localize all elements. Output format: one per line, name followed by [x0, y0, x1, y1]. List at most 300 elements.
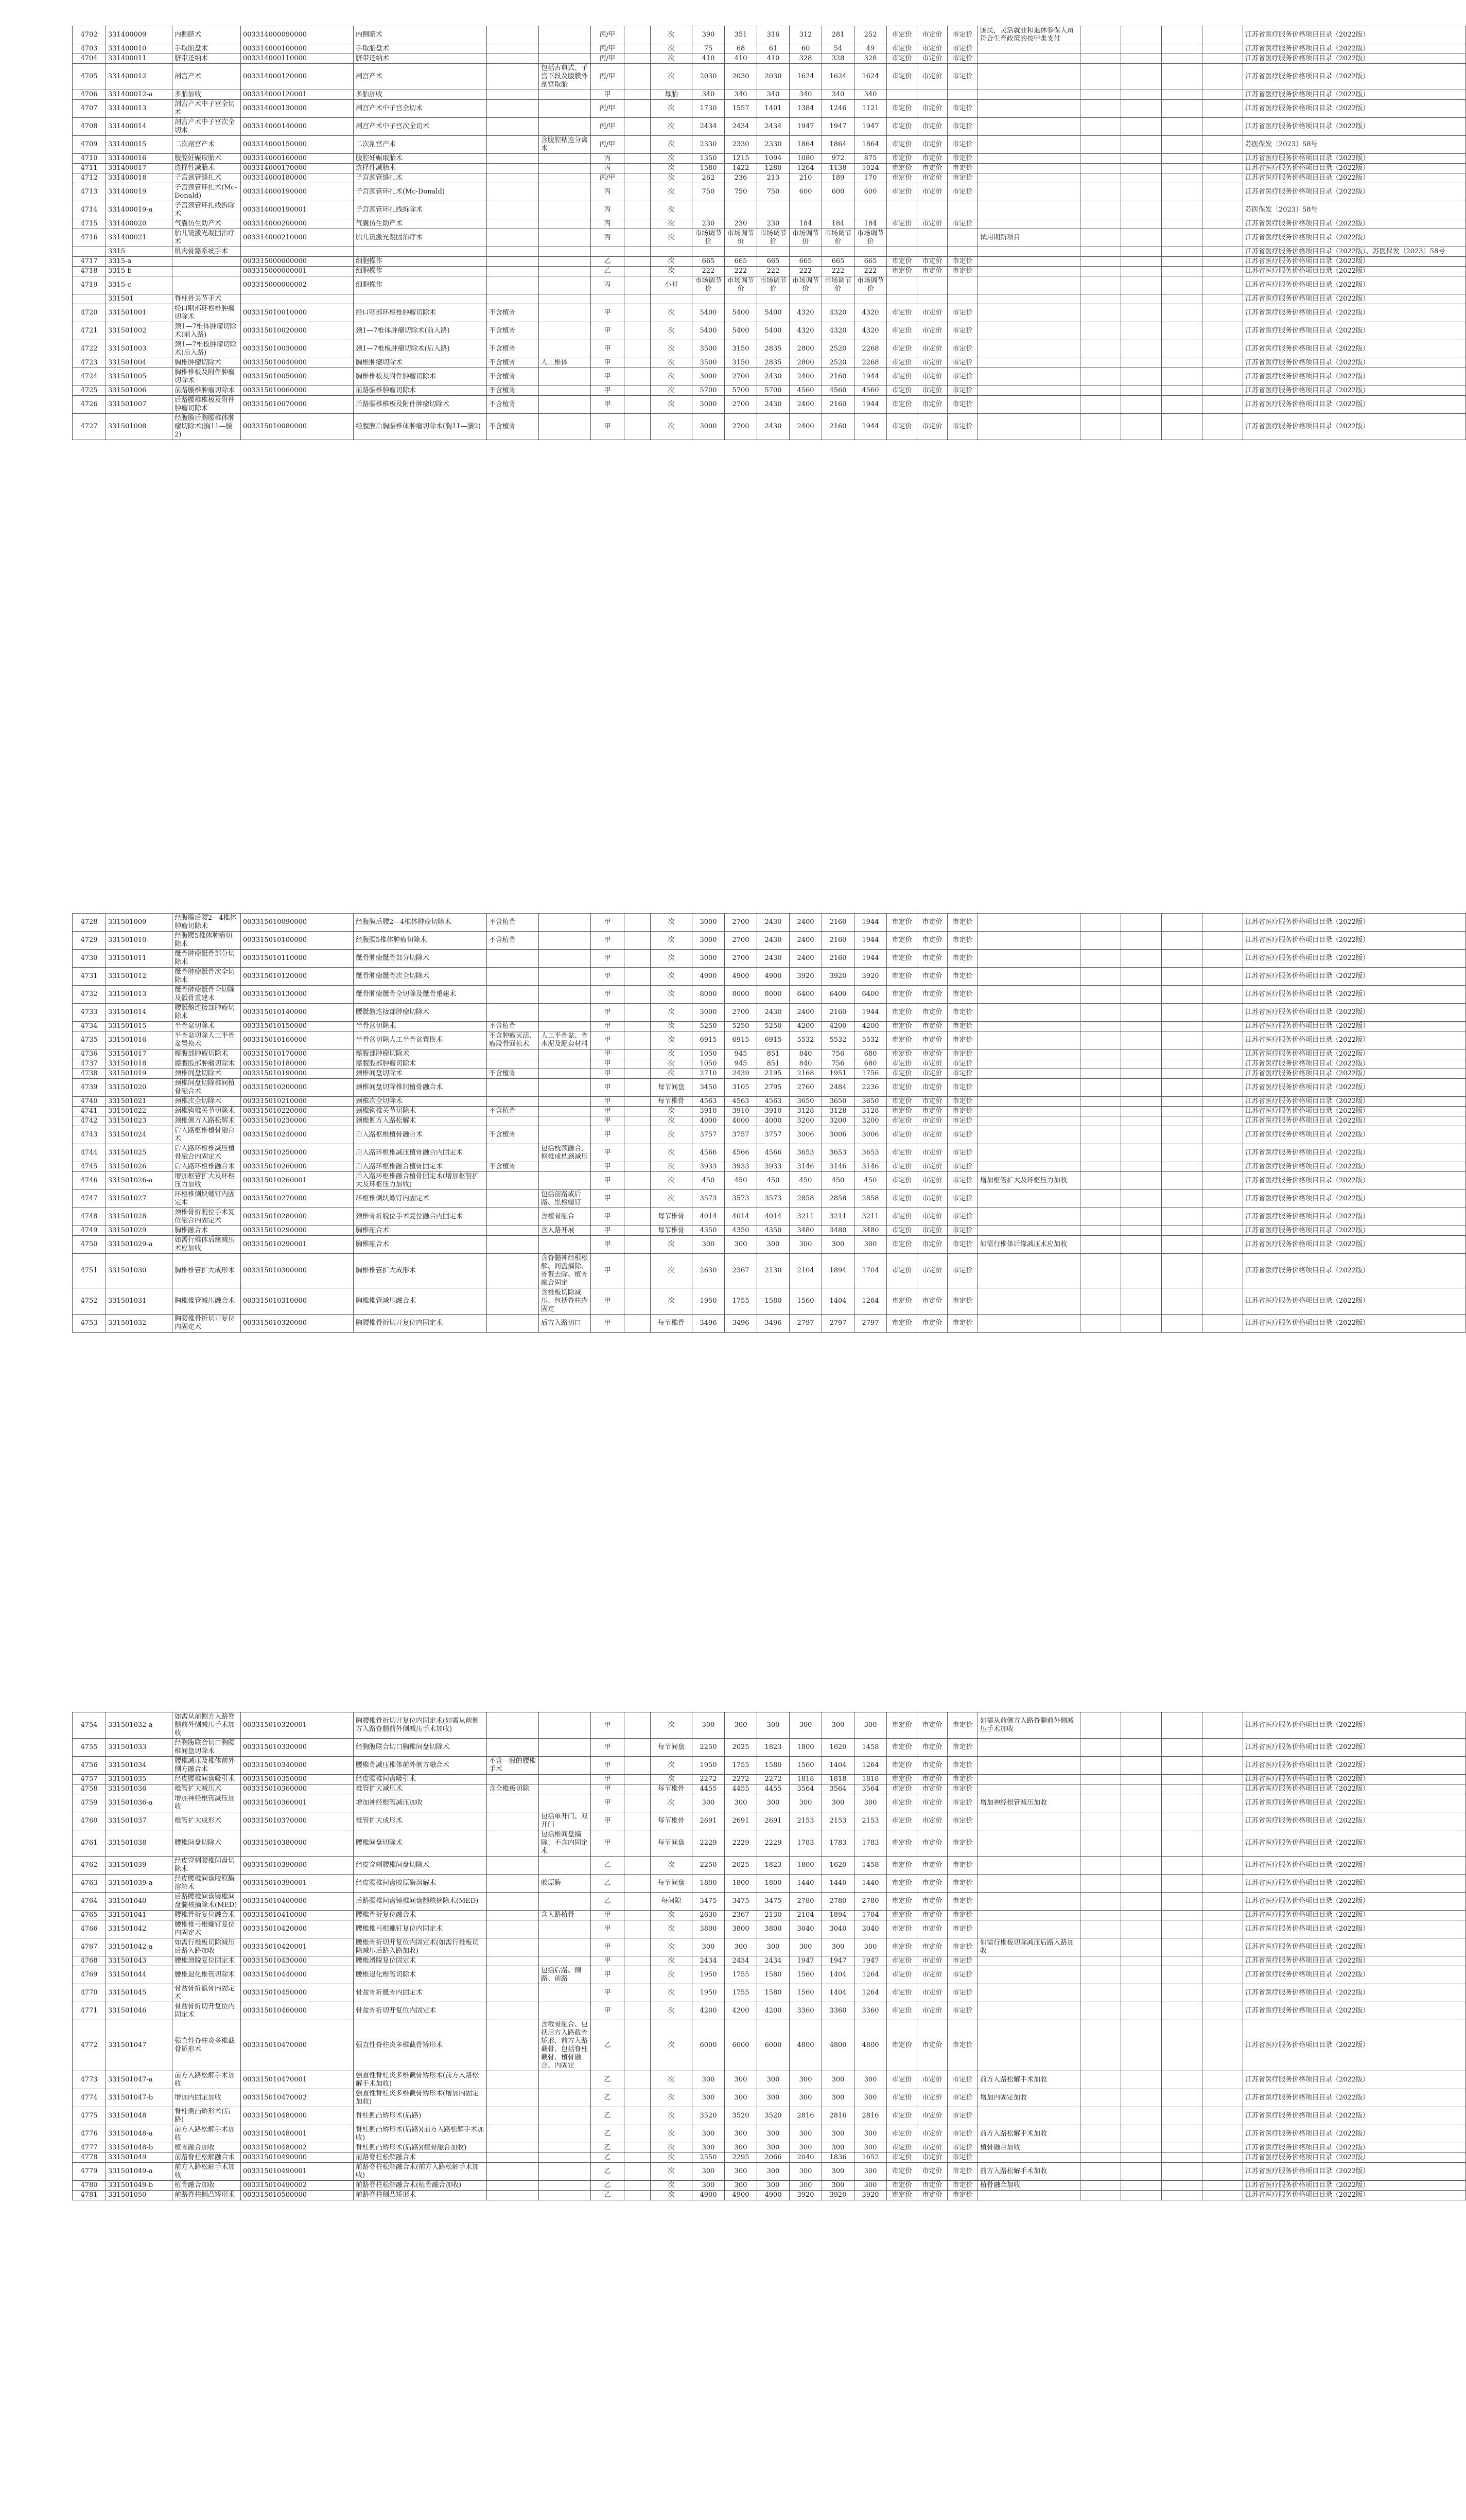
pricing-level-2-cell — [917, 90, 948, 100]
pricing-level-2-cell: 市定价 — [917, 2020, 948, 2071]
pay-ratio-cell — [624, 1757, 651, 1775]
excluded-items-cell — [487, 1049, 539, 1059]
pricing-level-1-cell: 市定价 — [887, 257, 917, 267]
table-row — [73, 340, 1466, 358]
item-name-cell: 胸腰椎骨折切开复位内固定术 — [172, 1315, 241, 1333]
note-2-cell — [1121, 1775, 1162, 1784]
row-number-cell: 4738 — [73, 1069, 106, 1079]
source-document-cell: 江苏省医疗服务价格项目目录（2022版） — [1243, 2002, 1466, 2020]
price-tier-5-cell: 1894 — [822, 1254, 854, 1288]
row-number-cell: 4764 — [73, 1893, 106, 1911]
pricing-level-1-cell: 市定价 — [887, 932, 917, 950]
national-code-cell: 003315010310000 — [241, 1288, 354, 1315]
source-document-cell: 江苏省医疗服务价格项目目录（2022版） — [1243, 1172, 1466, 1190]
pricing-level-3-cell: 市定价 — [948, 1004, 978, 1022]
note-4-cell — [1202, 294, 1243, 304]
source-document-cell: 江苏省医疗服务价格项目目录（2022版） — [1243, 1126, 1466, 1144]
price-tier-1-cell: 2550 — [692, 2153, 725, 2163]
price-tier-6-cell: 1944 — [854, 950, 887, 968]
table-row — [73, 1190, 1466, 1208]
pay-ratio-cell — [624, 1775, 651, 1784]
excluded-items-cell — [487, 64, 539, 90]
note-2-cell — [1121, 136, 1162, 154]
price-tier-1-cell — [692, 294, 725, 304]
item-name-cell: 腰椎间盘切除术 — [172, 1830, 241, 1857]
row-number-cell: 4715 — [73, 219, 106, 229]
price-tier-5-cell: 300 — [822, 1794, 854, 1812]
remarks-cell — [978, 247, 1080, 257]
item-name-cell: 二次剖宫产术 — [172, 136, 241, 154]
included-items-cell — [539, 1938, 591, 1956]
source-document-cell: 江苏省医疗服务价格项目目录（2022版） — [1243, 276, 1466, 294]
pricing-level-1-cell: 市定价 — [887, 304, 917, 322]
note-2-cell — [1121, 1739, 1162, 1757]
price-tier-4-cell: 2168 — [790, 1069, 822, 1079]
category-cell: 甲 — [591, 1004, 624, 1022]
pricing-level-3-cell — [948, 201, 978, 219]
national-name-cell: 强直性脊柱炎多椎截骨矫形术 — [354, 2020, 487, 2071]
item-code-cell: 331501006 — [106, 386, 172, 396]
included-items-cell: 胶原酶 — [539, 1875, 591, 1893]
national-code-cell: 003315010150000 — [241, 1022, 354, 1031]
price-tier-6-cell: 1652 — [854, 2153, 887, 2163]
price-tier-2-cell: 2030 — [725, 64, 757, 90]
note-4-cell — [1202, 2020, 1243, 2071]
price-tier-5-cell: 300 — [822, 2163, 854, 2181]
note-1-cell — [1080, 2153, 1121, 2163]
source-document-cell: 江苏省医疗服务价格项目目录（2022版） — [1243, 1236, 1466, 1254]
pay-ratio-cell — [624, 1226, 651, 1236]
national-name-cell: 子宫颈管环扎术(Mc-Donald) — [354, 183, 487, 201]
item-code-cell: 331400013 — [106, 100, 172, 118]
note-1-cell — [1080, 219, 1121, 229]
item-name-cell: 剖宫产术中子宫全切术 — [172, 100, 241, 118]
note-4-cell — [1202, 267, 1243, 276]
note-2-cell — [1121, 1126, 1162, 1144]
price-tier-3-cell: 3520 — [757, 2107, 790, 2125]
excluded-items-cell: 不含肿瘤灭活、瘤段骨回植术 — [487, 1031, 539, 1049]
unit-cell: 次 — [651, 1984, 692, 2002]
note-2-cell — [1121, 1966, 1162, 1984]
note-2-cell — [1121, 201, 1162, 219]
price-tier-5-cell: 3040 — [822, 1920, 854, 1938]
price-tier-3-cell: 2430 — [757, 414, 790, 440]
national-code-cell: 003315010300000 — [241, 1254, 354, 1288]
price-tier-1-cell: 390 — [692, 26, 725, 44]
note-4-cell — [1202, 1069, 1243, 1079]
pay-ratio-cell — [624, 1116, 651, 1126]
remarks-cell — [978, 986, 1080, 1004]
note-4-cell — [1202, 986, 1243, 1004]
price-tier-2-cell: 4350 — [725, 1226, 757, 1236]
row-number-cell: 4729 — [73, 932, 106, 950]
excluded-items-cell — [487, 2071, 539, 2089]
table-row — [73, 414, 1466, 440]
pricing-level-3-cell: 市定价 — [948, 1079, 978, 1097]
note-3-cell — [1162, 368, 1202, 386]
table-section-3 — [72, 1712, 1370, 2200]
pricing-level-1-cell: 市定价 — [887, 1049, 917, 1059]
national-code-cell: 003315010120000 — [241, 968, 354, 986]
note-3-cell — [1162, 1984, 1202, 2002]
national-code-cell: 003315010360000 — [241, 1784, 354, 1794]
price-tier-4-cell: 2760 — [790, 1079, 822, 1097]
price-tier-1-cell: 3000 — [692, 950, 725, 968]
pricing-level-1-cell: 市定价 — [887, 1784, 917, 1794]
table-row — [73, 1784, 1466, 1794]
price-tier-5-cell: 2816 — [822, 2107, 854, 2125]
pricing-level-1-cell: 市定价 — [887, 1031, 917, 1049]
price-tier-3-cell: 2130 — [757, 1254, 790, 1288]
price-tier-3-cell: 2835 — [757, 358, 790, 368]
price-tier-5-cell: 3920 — [822, 968, 854, 986]
table-row — [73, 183, 1466, 201]
excluded-items-cell — [487, 294, 539, 304]
price-tier-4-cell: 300 — [790, 2089, 822, 2107]
price-tier-6-cell: 2797 — [854, 1315, 887, 1333]
price-tier-3-cell: 2835 — [757, 340, 790, 358]
national-name-cell: 腰椎骨折切开复位内固定术(如需行椎板切除减压后路入路加收) — [354, 1938, 487, 1956]
table-row — [73, 1059, 1466, 1069]
note-1-cell — [1080, 1712, 1121, 1739]
item-name-cell: 椎管扩大减压术 — [172, 1784, 241, 1794]
note-2-cell — [1121, 100, 1162, 118]
note-2-cell — [1121, 1031, 1162, 1049]
row-number-cell: 4741 — [73, 1107, 106, 1116]
source-document-cell: 江苏省医疗服务价格项目目录（2022版） — [1243, 2163, 1466, 2181]
unit-cell: 每节椎骨 — [651, 1315, 692, 1333]
note-1-cell — [1080, 1911, 1121, 1920]
note-3-cell — [1162, 1794, 1202, 1812]
table-row — [73, 1830, 1466, 1857]
note-4-cell — [1202, 358, 1243, 368]
price-tier-3-cell: 1800 — [757, 1875, 790, 1893]
note-2-cell — [1121, 247, 1162, 257]
table-row — [73, 26, 1466, 44]
source-document-cell: 江苏省医疗服务价格项目目录（2022版） — [1243, 1857, 1466, 1875]
pricing-level-2-cell: 市定价 — [917, 2143, 948, 2153]
price-tier-2-cell: 410 — [725, 54, 757, 64]
price-tier-4-cell: 3653 — [790, 1144, 822, 1162]
remarks-cell — [978, 257, 1080, 267]
price-tier-6-cell: 300 — [854, 2181, 887, 2191]
table-row — [73, 2107, 1466, 2125]
pay-ratio-cell — [624, 986, 651, 1004]
price-tier-3-cell: 300 — [757, 2143, 790, 2153]
price-tier-3-cell: 300 — [757, 2071, 790, 2089]
note-3-cell — [1162, 1254, 1202, 1288]
remarks-cell — [978, 1920, 1080, 1938]
excluded-items-cell — [487, 1712, 539, 1739]
price-tier-1-cell: 2030 — [692, 64, 725, 90]
pricing-level-1-cell: 市定价 — [887, 1830, 917, 1857]
note-1-cell — [1080, 1875, 1121, 1893]
pricing-level-1-cell — [887, 90, 917, 100]
pricing-level-3-cell: 市定价 — [948, 950, 978, 968]
price-tier-3-cell: 300 — [757, 2163, 790, 2181]
national-name-cell: 椎管扩大减压术 — [354, 1784, 487, 1794]
national-name-cell: 胸椎椎板及附件肿瘤切除术 — [354, 368, 487, 386]
price-tier-5-cell: 300 — [822, 2181, 854, 2191]
excluded-items-cell — [487, 44, 539, 54]
source-document-cell: 江苏省医疗服务价格项目目录（2022版） — [1243, 1875, 1466, 1893]
item-name-cell: 骶骨肿瘤骶骨次全切除术 — [172, 968, 241, 986]
remarks-cell — [978, 173, 1080, 183]
excluded-items-cell — [487, 2181, 539, 2191]
pricing-level-3-cell: 市定价 — [948, 322, 978, 340]
national-name-cell: 手取胎盘术 — [354, 44, 487, 54]
pricing-level-1-cell: 市定价 — [887, 2002, 917, 2020]
remarks-cell — [978, 154, 1080, 164]
national-name-cell — [354, 247, 487, 257]
note-2-cell — [1121, 914, 1162, 932]
price-tier-6-cell: 3006 — [854, 1126, 887, 1144]
unit-cell: 次 — [651, 358, 692, 368]
row-number-cell: 4765 — [73, 1911, 106, 1920]
row-number-cell: 4749 — [73, 1226, 106, 1236]
price-tier-1-cell: 1580 — [692, 164, 725, 173]
table-row — [73, 304, 1466, 322]
note-1-cell — [1080, 1784, 1121, 1794]
table-row — [73, 1049, 1466, 1059]
unit-cell: 次 — [651, 2181, 692, 2191]
note-4-cell — [1202, 1226, 1243, 1236]
price-tier-2-cell: 1755 — [725, 1288, 757, 1315]
unit-cell: 次 — [651, 1794, 692, 1812]
price-tier-4-cell: 3480 — [790, 1226, 822, 1236]
table-row — [73, 276, 1466, 294]
pricing-level-2-cell: 市定价 — [917, 1938, 948, 1956]
item-code-cell: 331501048-a — [106, 2125, 172, 2143]
included-items-cell: 包括椎间盘摘除、不含内固定术 — [539, 1830, 591, 1857]
price-tier-1-cell: 300 — [692, 2163, 725, 2181]
table-row — [73, 2089, 1466, 2107]
row-number-cell: 4759 — [73, 1794, 106, 1812]
note-4-cell — [1202, 2125, 1243, 2143]
pricing-level-3-cell: 市定价 — [948, 173, 978, 183]
price-tier-5-cell: 2160 — [822, 396, 854, 414]
note-1-cell — [1080, 1893, 1121, 1911]
source-document-cell: 江苏省医疗服务价格项目目录（2022版） — [1243, 1784, 1466, 1794]
price-tier-3-cell: 3496 — [757, 1315, 790, 1333]
item-code-cell: 331501036 — [106, 1784, 172, 1794]
item-code-cell: 331501019 — [106, 1069, 172, 1079]
price-tier-4-cell: 312 — [790, 26, 822, 44]
pay-ratio-cell — [624, 1938, 651, 1956]
price-tier-6-cell: 1458 — [854, 1739, 887, 1757]
note-1-cell — [1080, 1126, 1121, 1144]
remarks-cell: 如需从前侧方入路脊髓前外侧减压手术加收 — [978, 1712, 1080, 1739]
excluded-items-cell: 不含一般的腰椎手术 — [487, 1757, 539, 1775]
unit-cell: 每胎 — [651, 90, 692, 100]
item-name-cell: 后路腰椎椎板及附件肿瘤切除术 — [172, 396, 241, 414]
note-2-cell — [1121, 2191, 1162, 2200]
excluded-items-cell — [487, 1116, 539, 1126]
national-name-cell: 子宫颈管缝扎术 — [354, 173, 487, 183]
note-3-cell — [1162, 1739, 1202, 1757]
note-4-cell — [1202, 932, 1243, 950]
item-code-cell: 331501049-b — [106, 2181, 172, 2191]
price-tier-6-cell: 3200 — [854, 1116, 887, 1126]
item-name-cell: 子宫颈管环扎术(Mc-Donald) — [172, 183, 241, 201]
item-name-cell: 经皮腰椎间盘吸引术 — [172, 1775, 241, 1784]
item-name-cell: 颈椎骨折脱位手术复位融合内固定术 — [172, 1208, 241, 1226]
table-row — [73, 44, 1466, 54]
item-code-cell: 331501009 — [106, 914, 172, 932]
row-number-cell: 4746 — [73, 1172, 106, 1190]
note-2-cell — [1121, 1079, 1162, 1097]
note-2-cell — [1121, 932, 1162, 950]
table-row — [73, 201, 1466, 219]
note-4-cell — [1202, 414, 1243, 440]
note-4-cell — [1202, 164, 1243, 173]
item-name-cell: 胸椎肿瘤切除术 — [172, 358, 241, 368]
price-tier-4-cell: 3564 — [790, 1784, 822, 1794]
category-cell: 甲 — [591, 1107, 624, 1116]
national-code-cell: 003315010270000 — [241, 1190, 354, 1208]
note-2-cell — [1121, 118, 1162, 136]
note-3-cell — [1162, 1956, 1202, 1966]
price-tier-6-cell: 4200 — [854, 1022, 887, 1031]
national-code-cell: 003315010350000 — [241, 1775, 354, 1784]
unit-cell — [651, 247, 692, 257]
source-document-cell: 江苏省医疗服务价格项目目录（2022版） — [1243, 1226, 1466, 1236]
pricing-level-3-cell: 市定价 — [948, 414, 978, 440]
pricing-level-2-cell: 市定价 — [917, 968, 948, 986]
note-2-cell — [1121, 340, 1162, 358]
category-cell: 甲 — [591, 340, 624, 358]
note-4-cell — [1202, 64, 1243, 90]
category-cell: 乙 — [591, 1875, 624, 1893]
price-tier-2-cell — [725, 294, 757, 304]
price-tier-1-cell: 1950 — [692, 1984, 725, 2002]
item-code-cell: 331501015 — [106, 1022, 172, 1031]
pricing-level-1-cell: 市定价 — [887, 1254, 917, 1288]
row-number-cell: 4763 — [73, 1875, 106, 1893]
national-name-cell: 胸腰椎骨折切开复位内固定术(如需从前侧方入路脊髓前外侧减压手术加收) — [354, 1712, 487, 1739]
price-tier-5-cell: 1246 — [822, 100, 854, 118]
national-code-cell: 003315010250000 — [241, 1144, 354, 1162]
pay-ratio-cell — [624, 1288, 651, 1315]
national-name-cell: 腰骶髂连接部肿瘤切除术 — [354, 1004, 487, 1022]
included-items-cell — [539, 2143, 591, 2153]
category-cell: 乙 — [591, 2071, 624, 2089]
remarks-cell — [978, 1208, 1080, 1226]
pricing-level-2-cell: 市定价 — [917, 1966, 948, 1984]
price-tier-2-cell: 4563 — [725, 1097, 757, 1107]
pricing-level-3-cell: 市定价 — [948, 164, 978, 173]
pay-ratio-cell — [624, 294, 651, 304]
item-name-cell: 髂腹部肿瘤切除术 — [172, 1049, 241, 1059]
price-tier-4-cell: 6400 — [790, 986, 822, 1004]
unit-cell: 次 — [651, 164, 692, 173]
price-tier-4-cell: 3128 — [790, 1107, 822, 1116]
source-document-cell: 江苏省医疗服务价格项目目录（2022版） — [1243, 304, 1466, 322]
unit-cell: 次 — [651, 173, 692, 183]
category-cell: 甲 — [591, 1938, 624, 1956]
row-number-cell: 4728 — [73, 914, 106, 932]
price-tier-6-cell: 300 — [854, 2125, 887, 2143]
category-cell: 甲 — [591, 1162, 624, 1172]
included-items-cell: 含脊髓神经根松解、间盘摘除、骨赘去除、植骨融合固定 — [539, 1254, 591, 1288]
category-cell: 甲 — [591, 1126, 624, 1144]
price-tier-2-cell: 3496 — [725, 1315, 757, 1333]
table-row — [73, 1739, 1466, 1757]
excluded-items-cell — [487, 2163, 539, 2181]
pricing-level-1-cell: 市定价 — [887, 1857, 917, 1875]
national-code-cell: 003315010330000 — [241, 1739, 354, 1757]
price-tier-3-cell: 300 — [757, 2125, 790, 2143]
national-name-cell: 胸腰椎骨折切开复位内固定术 — [354, 1315, 487, 1333]
price-tier-6-cell: 3211 — [854, 1208, 887, 1226]
price-tier-1-cell: 3000 — [692, 368, 725, 386]
item-name-cell: 胸椎融合术 — [172, 1226, 241, 1236]
pricing-level-1-cell: 市定价 — [887, 2089, 917, 2107]
price-tier-1-cell: 2229 — [692, 1830, 725, 1857]
price-tier-1-cell: 3500 — [692, 358, 725, 368]
item-code-cell: 331400019 — [106, 183, 172, 201]
remarks-cell — [978, 1875, 1080, 1893]
national-code-cell: 003314000160000 — [241, 154, 354, 164]
note-1-cell — [1080, 2163, 1121, 2181]
price-tier-6-cell: 300 — [854, 2089, 887, 2107]
price-tier-5-cell: 4200 — [822, 1022, 854, 1031]
source-document-cell: 江苏省医疗服务价格项目目录（2022版） — [1243, 1022, 1466, 1031]
pay-ratio-cell — [624, 136, 651, 154]
price-tier-5-cell: 1620 — [822, 1857, 854, 1875]
price-tier-2-cell: 3150 — [725, 358, 757, 368]
remarks-cell — [978, 183, 1080, 201]
item-name-cell: 腰椎退化椎管切除术 — [172, 1966, 241, 1984]
pricing-level-3-cell: 市定价 — [948, 2181, 978, 2191]
source-document-cell: 江苏省医疗服务价格项目目录（2022版） — [1243, 183, 1466, 201]
table-row — [73, 932, 1466, 950]
note-1-cell — [1080, 2107, 1121, 2125]
pricing-level-3-cell: 市定价 — [948, 1236, 978, 1254]
price-tier-5-cell: 2160 — [822, 414, 854, 440]
national-code-cell: 003315010160000 — [241, 1031, 354, 1049]
price-tier-3-cell: 5400 — [757, 322, 790, 340]
pricing-level-2-cell: 市定价 — [917, 1288, 948, 1315]
remarks-cell — [978, 118, 1080, 136]
item-code-cell: 331501044 — [106, 1966, 172, 1984]
excluded-items-cell — [487, 986, 539, 1004]
pricing-level-3-cell: 市定价 — [948, 44, 978, 54]
item-name-cell: 半骨盆切除人工半骨盆置换术 — [172, 1031, 241, 1049]
unit-cell: 次 — [651, 1288, 692, 1315]
pricing-level-3-cell — [948, 247, 978, 257]
price-tier-6-cell: 2780 — [854, 1893, 887, 1911]
pricing-level-1-cell: 市定价 — [887, 1757, 917, 1775]
note-4-cell — [1202, 1794, 1243, 1812]
note-4-cell — [1202, 90, 1243, 100]
price-tier-5-cell: 5532 — [822, 1031, 854, 1049]
national-name-cell: 前路腰椎肿瘤切除术 — [354, 386, 487, 396]
price-tier-5-cell: 1836 — [822, 2153, 854, 2163]
item-code-cell: 331501047-a — [106, 2071, 172, 2089]
note-3-cell — [1162, 1875, 1202, 1893]
price-tier-3-cell: 851 — [757, 1059, 790, 1069]
source-document-cell: 江苏省医疗服务价格项目目录（2022版） — [1243, 368, 1466, 386]
pay-ratio-cell — [624, 2143, 651, 2153]
price-tier-5-cell: 1947 — [822, 118, 854, 136]
pricing-level-2-cell: 市定价 — [917, 1004, 948, 1022]
note-2-cell — [1121, 64, 1162, 90]
pricing-level-1-cell: 市定价 — [887, 358, 917, 368]
national-name-cell: 脊柱侧凸矫形术(后路)(植骨融合加收) — [354, 2143, 487, 2153]
item-name-cell: 如需行椎板切除减压后路入路加收 — [172, 1938, 241, 1956]
unit-cell: 次 — [651, 1254, 692, 1288]
